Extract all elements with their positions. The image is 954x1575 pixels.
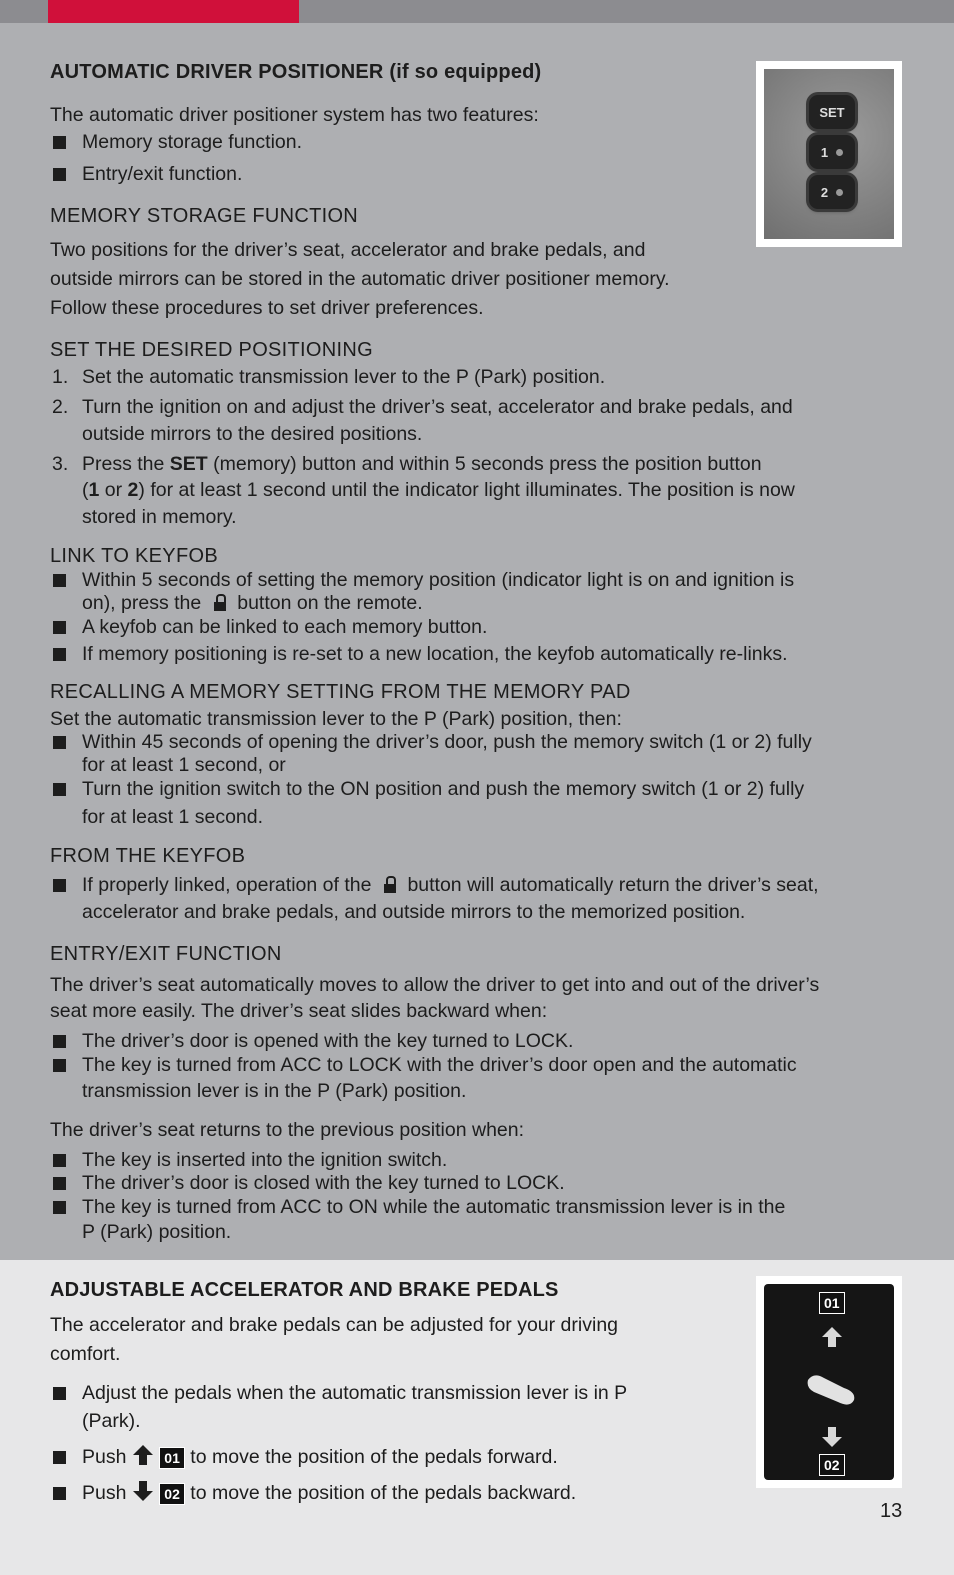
bullet: [53, 1387, 66, 1400]
step-number: 1.: [52, 366, 69, 388]
bullet: [53, 783, 66, 796]
list-item: Within 5 seconds of setting the memory position (indicator light is on and ignition is: [82, 569, 795, 591]
list-item: for at least 1 second, or: [82, 754, 286, 776]
set-memory-button: SET: [809, 95, 855, 129]
paragraph-line: The driver’s seat returns to the previous position when:: [50, 1119, 525, 1141]
list-item: The key is turned from ACC to ON while the automatic transmission lever is in the: [82, 1196, 786, 1218]
intro-text: The automatic driver positioner system has two features:: [50, 104, 539, 126]
pedal-switch-photo: [756, 1276, 902, 1488]
subheading: ENTRY/EXIT FUNCTION: [50, 943, 282, 965]
subheading: FROM THE KEYFOB: [50, 845, 246, 867]
memory-1-button: 1: [809, 135, 855, 169]
list-item: The key is inserted into the ignition switch.: [82, 1149, 448, 1171]
section-heading: AUTOMATIC DRIVER POSITIONER (if so equipped): [50, 61, 542, 83]
photo-label-01: 01: [819, 1292, 845, 1314]
list-item: Memory storage function.: [82, 131, 303, 153]
paragraph-line: The accelerator and brake pedals can be adjusted for your driving: [50, 1314, 619, 1336]
subheading: SET THE DESIRED POSITIONING: [50, 339, 373, 361]
list-item: If memory positioning is re-set to a new location, the keyfob automatically re-links.: [82, 643, 788, 665]
list-item: A keyfob can be linked to each memory button.: [82, 616, 488, 638]
list-item: Adjust the pedals when the automatic transmission lever is in P: [82, 1382, 628, 1404]
list-item: transmission lever is in the P (Park) position.: [82, 1080, 467, 1102]
bullet: [53, 1487, 66, 1500]
step-text: Set the automatic transmission lever to the P (Park) position.: [82, 366, 606, 388]
step-number: 2.: [52, 396, 69, 418]
paragraph-line: The driver’s seat automatically moves to allow the driver to get into and out of the driver’s: [50, 974, 820, 996]
bullet: [53, 1059, 66, 1072]
bullet: [53, 1035, 66, 1048]
list-item: Push 01 to move the position of the pedals forward.: [82, 1446, 558, 1468]
list-item: Push 02 to move the position of the pedals backward.: [82, 1482, 577, 1504]
bullet: [53, 648, 66, 661]
photo-label-02: 02: [819, 1454, 845, 1476]
pedal-icon: [804, 1370, 860, 1410]
list-item: Within 45 seconds of opening the driver’s door, push the memory switch (1 or 2) fully: [82, 731, 812, 753]
bullet: [53, 621, 66, 634]
list-item: The key is turned from ACC to LOCK with the driver’s door open and the automatic: [82, 1054, 797, 1076]
bullet: [53, 1451, 66, 1464]
list-item: The driver’s door is closed with the key turned to LOCK.: [82, 1172, 565, 1194]
list-item: If properly linked, operation of the button will automatically return the driver’s seat,: [82, 874, 819, 896]
list-item: P (Park) position.: [82, 1221, 232, 1243]
bullet: [53, 574, 66, 587]
list-item: for at least 1 second.: [82, 806, 264, 828]
step-text: (1 or 2) for at least 1 second until the indicator light illuminates. The position is now: [82, 479, 795, 501]
lock-icon: [383, 876, 397, 893]
memory-2-button: 2: [809, 175, 855, 209]
bullet: [53, 1201, 66, 1214]
list-item: Entry/exit function.: [82, 163, 243, 185]
paragraph-line: Two positions for the driver’s seat, accelerator and brake pedals, and: [50, 239, 646, 261]
bullet: [53, 168, 66, 181]
step-text: Press the SET (memory) button and within 5 seconds press the position button: [82, 453, 762, 475]
step-number: 3.: [52, 453, 69, 475]
list-item: (Park).: [82, 1410, 141, 1432]
subheading: LINK TO KEYFOB: [50, 545, 218, 567]
arrow-down-icon: [820, 1426, 844, 1448]
list-item: The driver’s door is opened with the key turned to LOCK.: [82, 1030, 574, 1052]
paragraph-line: outside mirrors can be stored in the automatic driver positioner memory.: [50, 268, 670, 290]
bullet: [53, 879, 66, 892]
backward-label: 02: [159, 1483, 185, 1505]
lock-icon: [213, 594, 227, 611]
list-item: Turn the ignition switch to the ON position and push the memory switch (1 or 2) fully: [82, 778, 805, 800]
paragraph-line: Set the automatic transmission lever to the P (Park) position, then:: [50, 708, 622, 730]
memory-buttons-photo: [756, 61, 902, 247]
paragraph-line: comfort.: [50, 1343, 121, 1365]
step-text: Turn the ignition on and adjust the driver’s seat, accelerator and brake pedals, and: [82, 396, 793, 418]
subheading: MEMORY STORAGE FUNCTION: [50, 205, 359, 227]
subheading: RECALLING A MEMORY SETTING FROM THE MEMORY PAD: [50, 681, 631, 703]
paragraph-line: Follow these procedures to set driver preferences.: [50, 297, 484, 319]
section-heading: ADJUSTABLE ACCELERATOR AND BRAKE PEDALS: [50, 1279, 559, 1301]
step-text: outside mirrors to the desired positions.: [82, 423, 423, 445]
top-bar: [0, 0, 954, 23]
list-item: on), press the button on the remote.: [82, 592, 423, 614]
bullet: [53, 1154, 66, 1167]
page-number: 13: [880, 1500, 903, 1522]
forward-label: 01: [159, 1447, 185, 1469]
arrow-up-icon: [820, 1326, 844, 1348]
bullet: [53, 136, 66, 149]
paragraph-line: seat more easily. The driver’s seat slides backward when:: [50, 1000, 548, 1022]
step-text: stored in memory.: [82, 506, 237, 528]
arrow-down-icon: [132, 1480, 154, 1502]
bullet: [53, 1177, 66, 1190]
arrow-up-icon: [132, 1444, 154, 1466]
list-item: accelerator and brake pedals, and outside mirrors to the memorized position.: [82, 901, 746, 923]
bullet: [53, 736, 66, 749]
red-tab: [48, 0, 299, 23]
